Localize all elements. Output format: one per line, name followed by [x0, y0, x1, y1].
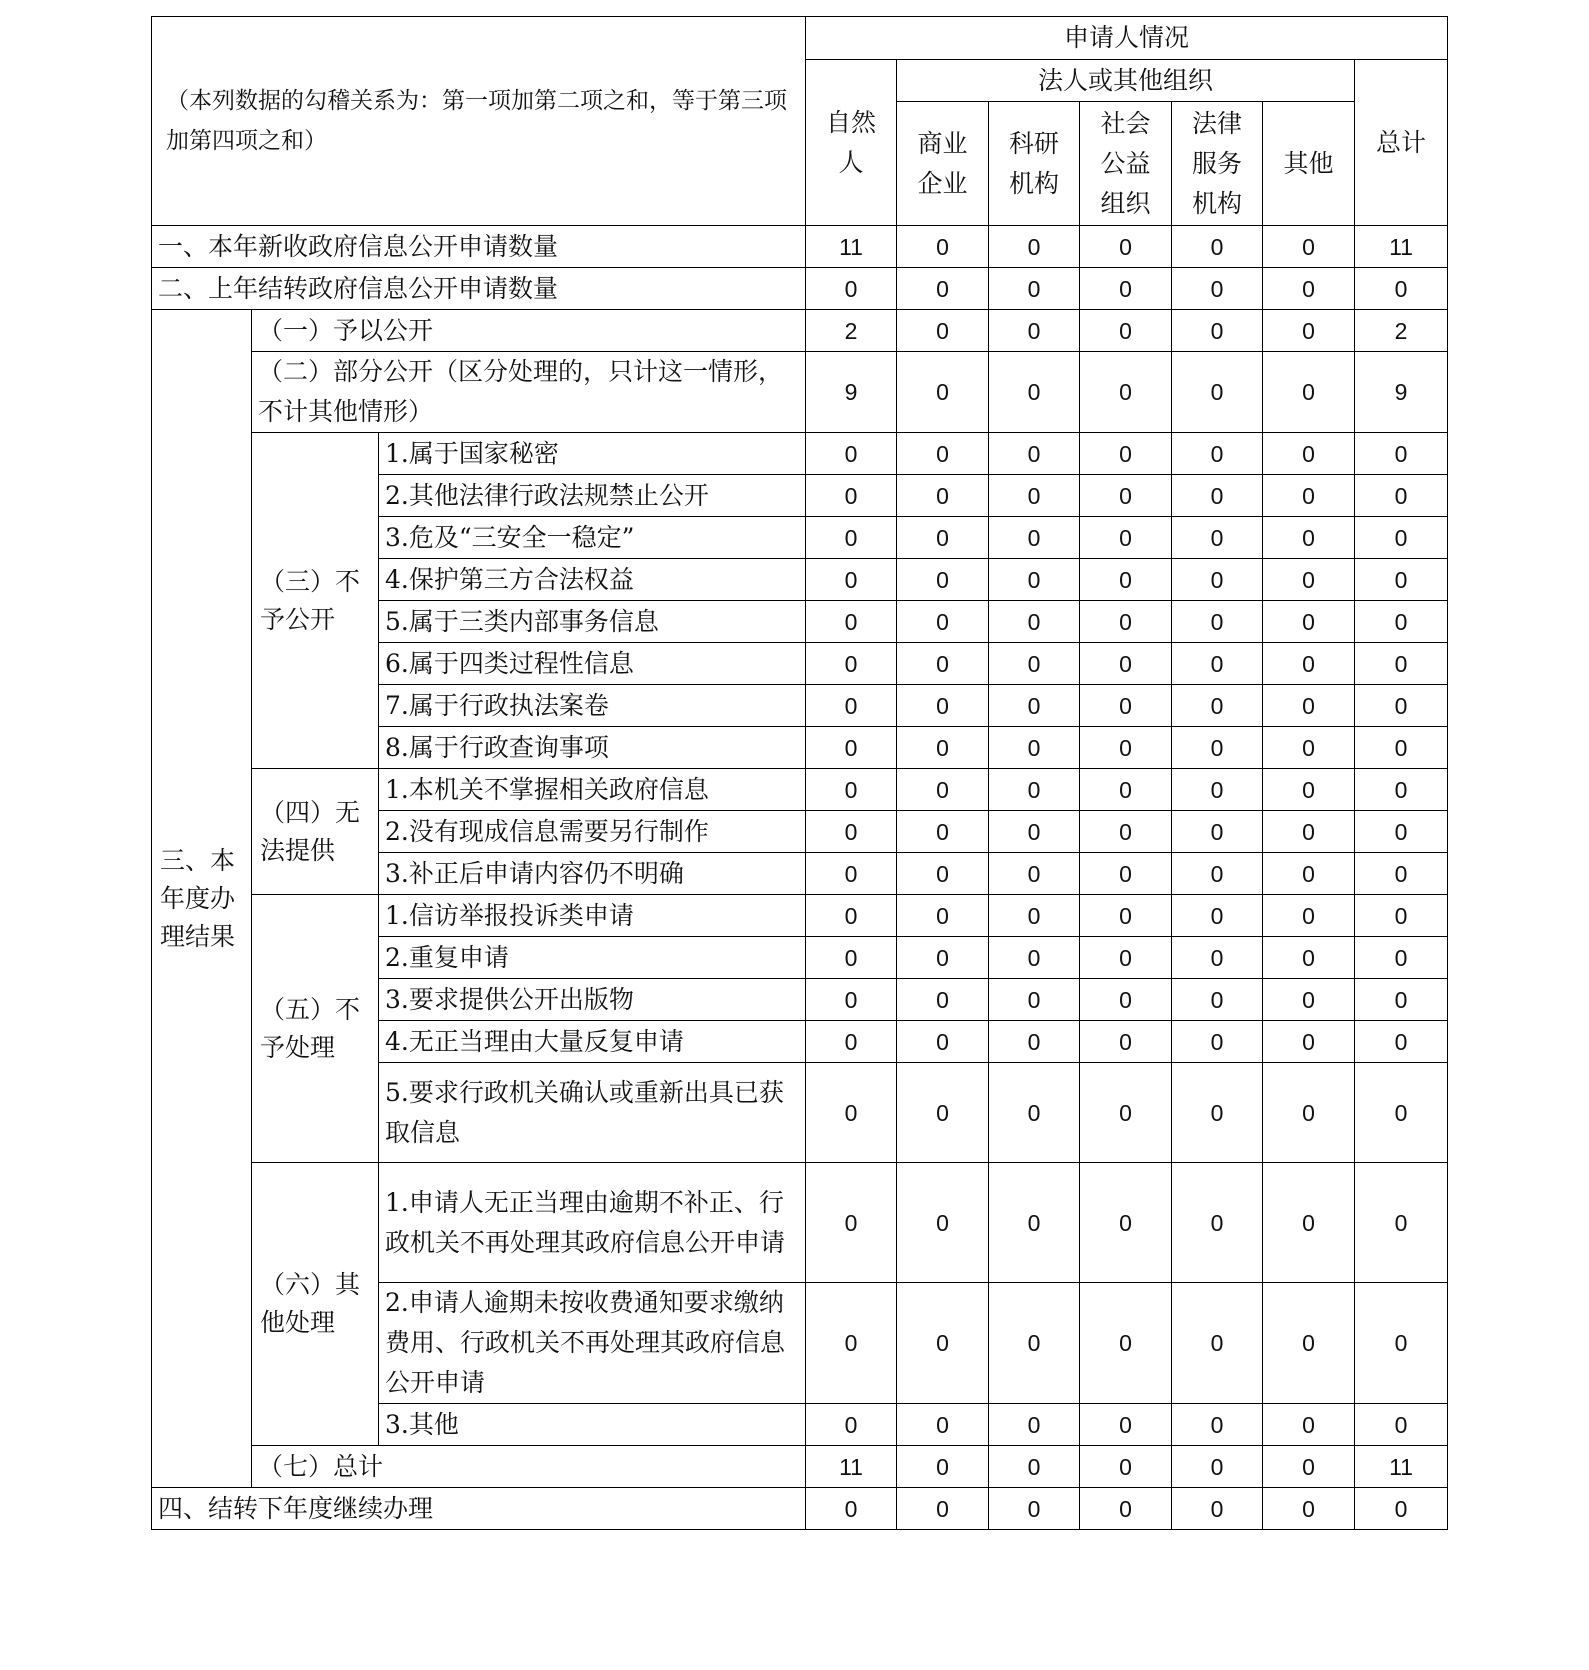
value-cell: 0: [1172, 352, 1263, 433]
header-other: 其他: [1263, 102, 1355, 226]
value-cell: 0: [989, 979, 1080, 1021]
group5-item-label: 4.无正当理由大量反复申请: [379, 1021, 806, 1063]
value-cell: 0: [1172, 433, 1263, 475]
header-research: 科研机构: [989, 102, 1080, 226]
value-cell: 0: [1263, 310, 1355, 352]
header-natural-person: 自然人: [806, 60, 897, 226]
value-cell: 0: [806, 769, 897, 811]
value-cell: 0: [1355, 268, 1448, 310]
value-cell: 0: [989, 1404, 1080, 1446]
value-cell: 0: [1080, 433, 1172, 475]
value-cell: 0: [1355, 727, 1448, 769]
value-cell: 0: [1355, 937, 1448, 979]
value-cell: 0: [1355, 1163, 1448, 1283]
value-cell: 0: [897, 352, 989, 433]
value-cell: 0: [1263, 727, 1355, 769]
value-cell: 0: [1080, 979, 1172, 1021]
value-cell: 0: [1080, 517, 1172, 559]
value-cell: 0: [1080, 1404, 1172, 1446]
table-row: [152, 1163, 1448, 1283]
value-cell: 0: [1080, 310, 1172, 352]
value-cell: 0: [897, 643, 989, 685]
table-row: [152, 433, 1448, 475]
group4-label: （四）无法提供: [252, 769, 379, 895]
value-cell: 0: [1263, 226, 1355, 268]
value-cell: 0: [897, 1063, 989, 1163]
value-cell: 0: [1172, 310, 1263, 352]
group2-label: （二）部分公开（区分处理的，只计这一情形，不计其他情形）: [252, 352, 806, 433]
value-cell: 0: [1172, 517, 1263, 559]
value-cell: 0: [1172, 769, 1263, 811]
value-cell: 0: [1080, 895, 1172, 937]
value-cell: 0: [989, 352, 1080, 433]
group7-label: （七）总计: [252, 1446, 806, 1488]
value-cell: 0: [897, 601, 989, 643]
value-cell: 0: [1263, 352, 1355, 433]
value-cell: 0: [1355, 517, 1448, 559]
value-cell: 0: [1172, 559, 1263, 601]
value-cell: 0: [989, 1021, 1080, 1063]
table-body: [152, 17, 1448, 1530]
value-cell: 0: [1172, 727, 1263, 769]
header-commercial: 商业企业: [897, 102, 989, 226]
group3-item-label: 8.属于行政查询事项: [379, 727, 806, 769]
value-cell: 0: [1355, 1283, 1448, 1404]
value-cell: 0: [897, 1163, 989, 1283]
value-cell: 0: [1080, 643, 1172, 685]
value-cell: 0: [806, 937, 897, 979]
section3-label: 三、本年度办理结果: [152, 310, 252, 1488]
value-cell: 0: [1263, 937, 1355, 979]
value-cell: 0: [1263, 1163, 1355, 1283]
value-cell: 0: [1080, 769, 1172, 811]
value-cell: 0: [1355, 433, 1448, 475]
value-cell: 0: [1263, 811, 1355, 853]
value-cell: 0: [1263, 1063, 1355, 1163]
group5-item-label: 3.要求提供公开出版物: [379, 979, 806, 1021]
value-cell: 0: [1080, 1488, 1172, 1530]
value-cell: 0: [1080, 685, 1172, 727]
value-cell: 0: [1263, 1488, 1355, 1530]
value-cell: 0: [1263, 559, 1355, 601]
group3-item-label: 4.保护第三方合法权益: [379, 559, 806, 601]
header-legal-group: 法人或其他组织: [897, 60, 1355, 102]
value-cell: 0: [897, 310, 989, 352]
value-cell: 0: [1080, 601, 1172, 643]
group3-label: （三）不予公开: [252, 433, 379, 769]
value-cell: 0: [1355, 643, 1448, 685]
value-cell: 0: [897, 559, 989, 601]
value-cell: 0: [989, 1283, 1080, 1404]
value-cell: 0: [989, 853, 1080, 895]
value-cell: 0: [1172, 1063, 1263, 1163]
value-cell: 0: [897, 895, 989, 937]
value-cell: 0: [1355, 601, 1448, 643]
value-cell: 0: [1172, 1446, 1263, 1488]
value-cell: 0: [1355, 1404, 1448, 1446]
value-cell: 0: [897, 727, 989, 769]
value-cell: 0: [1080, 1163, 1172, 1283]
value-cell: 0: [1172, 1488, 1263, 1530]
value-cell: 0: [897, 1488, 989, 1530]
value-cell: 0: [1080, 559, 1172, 601]
group5-label: （五）不予处理: [252, 895, 379, 1163]
group5-item-label: 5.要求行政机关确认或重新出具已获取信息: [379, 1063, 806, 1163]
value-cell: 0: [897, 1283, 989, 1404]
disclosure-table: [151, 16, 1448, 1530]
value-cell: 0: [989, 895, 1080, 937]
value-cell: 0: [1263, 601, 1355, 643]
value-cell: 0: [1080, 1021, 1172, 1063]
table-row: [152, 895, 1448, 937]
value-cell: 0: [989, 226, 1080, 268]
value-cell: 0: [1355, 685, 1448, 727]
value-cell: 0: [806, 1488, 897, 1530]
value-cell: 0: [1172, 1283, 1263, 1404]
value-cell: 9: [806, 352, 897, 433]
value-cell: 0: [1080, 811, 1172, 853]
value-cell: 0: [806, 895, 897, 937]
value-cell: 0: [806, 1163, 897, 1283]
value-cell: 0: [989, 811, 1080, 853]
value-cell: 0: [989, 1446, 1080, 1488]
value-cell: 0: [1080, 1283, 1172, 1404]
value-cell: 0: [1263, 1021, 1355, 1063]
group3-item-label: 2.其他法律行政法规禁止公开: [379, 475, 806, 517]
report-table-container: [151, 16, 1447, 1530]
value-cell: 0: [806, 601, 897, 643]
value-cell: 0: [1172, 853, 1263, 895]
value-cell: 0: [806, 727, 897, 769]
group3-item-label: 1.属于国家秘密: [379, 433, 806, 475]
row-label: 一、本年新收政府信息公开申请数量: [152, 226, 806, 268]
value-cell: 0: [806, 559, 897, 601]
value-cell: 0: [1080, 727, 1172, 769]
value-cell: 0: [897, 769, 989, 811]
value-cell: 11: [1355, 226, 1448, 268]
group6-item-label: 3.其他: [379, 1404, 806, 1446]
value-cell: 0: [1172, 226, 1263, 268]
value-cell: 0: [1172, 1021, 1263, 1063]
table-row: [152, 352, 1448, 433]
value-cell: 0: [806, 1063, 897, 1163]
value-cell: 0: [897, 1446, 989, 1488]
row-label: 二、上年结转政府信息公开申请数量: [152, 268, 806, 310]
group3-item-label: 3.危及“三安全一稳定”: [379, 517, 806, 559]
value-cell: 0: [989, 1163, 1080, 1283]
value-cell: 2: [1355, 310, 1448, 352]
value-cell: 0: [897, 685, 989, 727]
value-cell: 0: [897, 937, 989, 979]
value-cell: 0: [1263, 433, 1355, 475]
value-cell: 0: [989, 727, 1080, 769]
value-cell: 0: [1355, 1021, 1448, 1063]
header-note: （本列数据的勾稽关系为：第一项加第二项之和，等于第三项加第四项之和）: [152, 17, 806, 226]
table-row: [152, 1446, 1448, 1488]
value-cell: 0: [1080, 853, 1172, 895]
value-cell: 0: [806, 1404, 897, 1446]
value-cell: 0: [989, 559, 1080, 601]
value-cell: 0: [1355, 895, 1448, 937]
value-cell: 0: [989, 268, 1080, 310]
value-cell: 0: [1263, 853, 1355, 895]
value-cell: 0: [1263, 685, 1355, 727]
value-cell: 0: [897, 853, 989, 895]
value-cell: 0: [806, 979, 897, 1021]
value-cell: 0: [989, 769, 1080, 811]
value-cell: 0: [1355, 853, 1448, 895]
value-cell: 0: [1355, 769, 1448, 811]
value-cell: 0: [1263, 475, 1355, 517]
table-row: [152, 268, 1448, 310]
value-cell: 0: [989, 517, 1080, 559]
value-cell: 0: [806, 433, 897, 475]
group4-item-label: 3.补正后申请内容仍不明确: [379, 853, 806, 895]
value-cell: 0: [1355, 811, 1448, 853]
value-cell: 0: [1172, 895, 1263, 937]
header-total: 总计: [1355, 60, 1448, 226]
row-label: 四、结转下年度继续办理: [152, 1488, 806, 1530]
value-cell: 0: [1263, 979, 1355, 1021]
value-cell: 0: [897, 268, 989, 310]
group3-item-label: 5.属于三类内部事务信息: [379, 601, 806, 643]
value-cell: 0: [1080, 268, 1172, 310]
table-row: [152, 226, 1448, 268]
value-cell: 0: [1172, 268, 1263, 310]
value-cell: 0: [1080, 1063, 1172, 1163]
value-cell: 0: [897, 433, 989, 475]
group4-item-label: 2.没有现成信息需要另行制作: [379, 811, 806, 853]
value-cell: 0: [897, 979, 989, 1021]
table-row: [152, 310, 1448, 352]
group4-item-label: 1.本机关不掌握相关政府信息: [379, 769, 806, 811]
group5-item-label: 2.重复申请: [379, 937, 806, 979]
value-cell: 0: [989, 601, 1080, 643]
value-cell: 0: [897, 1021, 989, 1063]
group6-item-label: 2.申请人逾期未按收费通知要求缴纳费用、行政机关不再处理其政府信息公开申请: [379, 1283, 806, 1404]
value-cell: 0: [989, 310, 1080, 352]
value-cell: 0: [989, 433, 1080, 475]
value-cell: 9: [1355, 352, 1448, 433]
value-cell: 0: [989, 1488, 1080, 1530]
table-row: [152, 1488, 1448, 1530]
value-cell: 0: [1080, 937, 1172, 979]
value-cell: 0: [1172, 979, 1263, 1021]
value-cell: 0: [1172, 601, 1263, 643]
value-cell: 0: [897, 1404, 989, 1446]
header-legal-service: 法律服务机构: [1172, 102, 1263, 226]
value-cell: 0: [989, 685, 1080, 727]
value-cell: 0: [1263, 1404, 1355, 1446]
value-cell: 0: [1355, 979, 1448, 1021]
value-cell: 0: [806, 685, 897, 727]
value-cell: 11: [806, 1446, 897, 1488]
value-cell: 0: [806, 853, 897, 895]
header-public-welfare: 社会公益组织: [1080, 102, 1172, 226]
value-cell: 11: [1355, 1446, 1448, 1488]
value-cell: 2: [806, 310, 897, 352]
value-cell: 0: [989, 475, 1080, 517]
group6-item-label: 1.申请人无正当理由逾期不补正、行政机关不再处理其政府信息公开申请: [379, 1163, 806, 1283]
value-cell: 0: [1172, 475, 1263, 517]
value-cell: 0: [1080, 1446, 1172, 1488]
value-cell: 0: [1172, 1404, 1263, 1446]
value-cell: 0: [806, 517, 897, 559]
value-cell: 0: [989, 1063, 1080, 1163]
group3-item-label: 7.属于行政执法案卷: [379, 685, 806, 727]
value-cell: 0: [1263, 1283, 1355, 1404]
value-cell: 0: [1263, 268, 1355, 310]
value-cell: 0: [897, 226, 989, 268]
value-cell: 0: [1080, 475, 1172, 517]
value-cell: 0: [1263, 895, 1355, 937]
value-cell: 0: [1172, 685, 1263, 727]
header-applicant: 申请人情况: [806, 17, 1448, 60]
value-cell: 0: [1172, 643, 1263, 685]
value-cell: 0: [806, 268, 897, 310]
value-cell: 0: [1172, 1163, 1263, 1283]
value-cell: 0: [1080, 352, 1172, 433]
value-cell: 0: [806, 643, 897, 685]
group6-label: （六）其他处理: [252, 1163, 379, 1446]
value-cell: 0: [1172, 937, 1263, 979]
value-cell: 0: [1263, 517, 1355, 559]
value-cell: 0: [806, 811, 897, 853]
value-cell: 0: [989, 937, 1080, 979]
value-cell: 0: [1355, 475, 1448, 517]
value-cell: 0: [989, 643, 1080, 685]
value-cell: 0: [897, 811, 989, 853]
value-cell: 0: [1355, 559, 1448, 601]
table-row: [152, 769, 1448, 811]
value-cell: 0: [1172, 811, 1263, 853]
group5-item-label: 1.信访举报投诉类申请: [379, 895, 806, 937]
value-cell: 0: [1080, 226, 1172, 268]
value-cell: 0: [897, 517, 989, 559]
group3-item-label: 6.属于四类过程性信息: [379, 643, 806, 685]
value-cell: 0: [1355, 1063, 1448, 1163]
value-cell: 11: [806, 226, 897, 268]
value-cell: 0: [806, 1021, 897, 1063]
value-cell: 0: [806, 1283, 897, 1404]
value-cell: 0: [1355, 1488, 1448, 1530]
value-cell: 0: [806, 475, 897, 517]
group1-label: （一）予以公开: [252, 310, 806, 352]
value-cell: 0: [1263, 1446, 1355, 1488]
value-cell: 0: [1263, 643, 1355, 685]
value-cell: 0: [897, 475, 989, 517]
value-cell: 0: [1263, 769, 1355, 811]
